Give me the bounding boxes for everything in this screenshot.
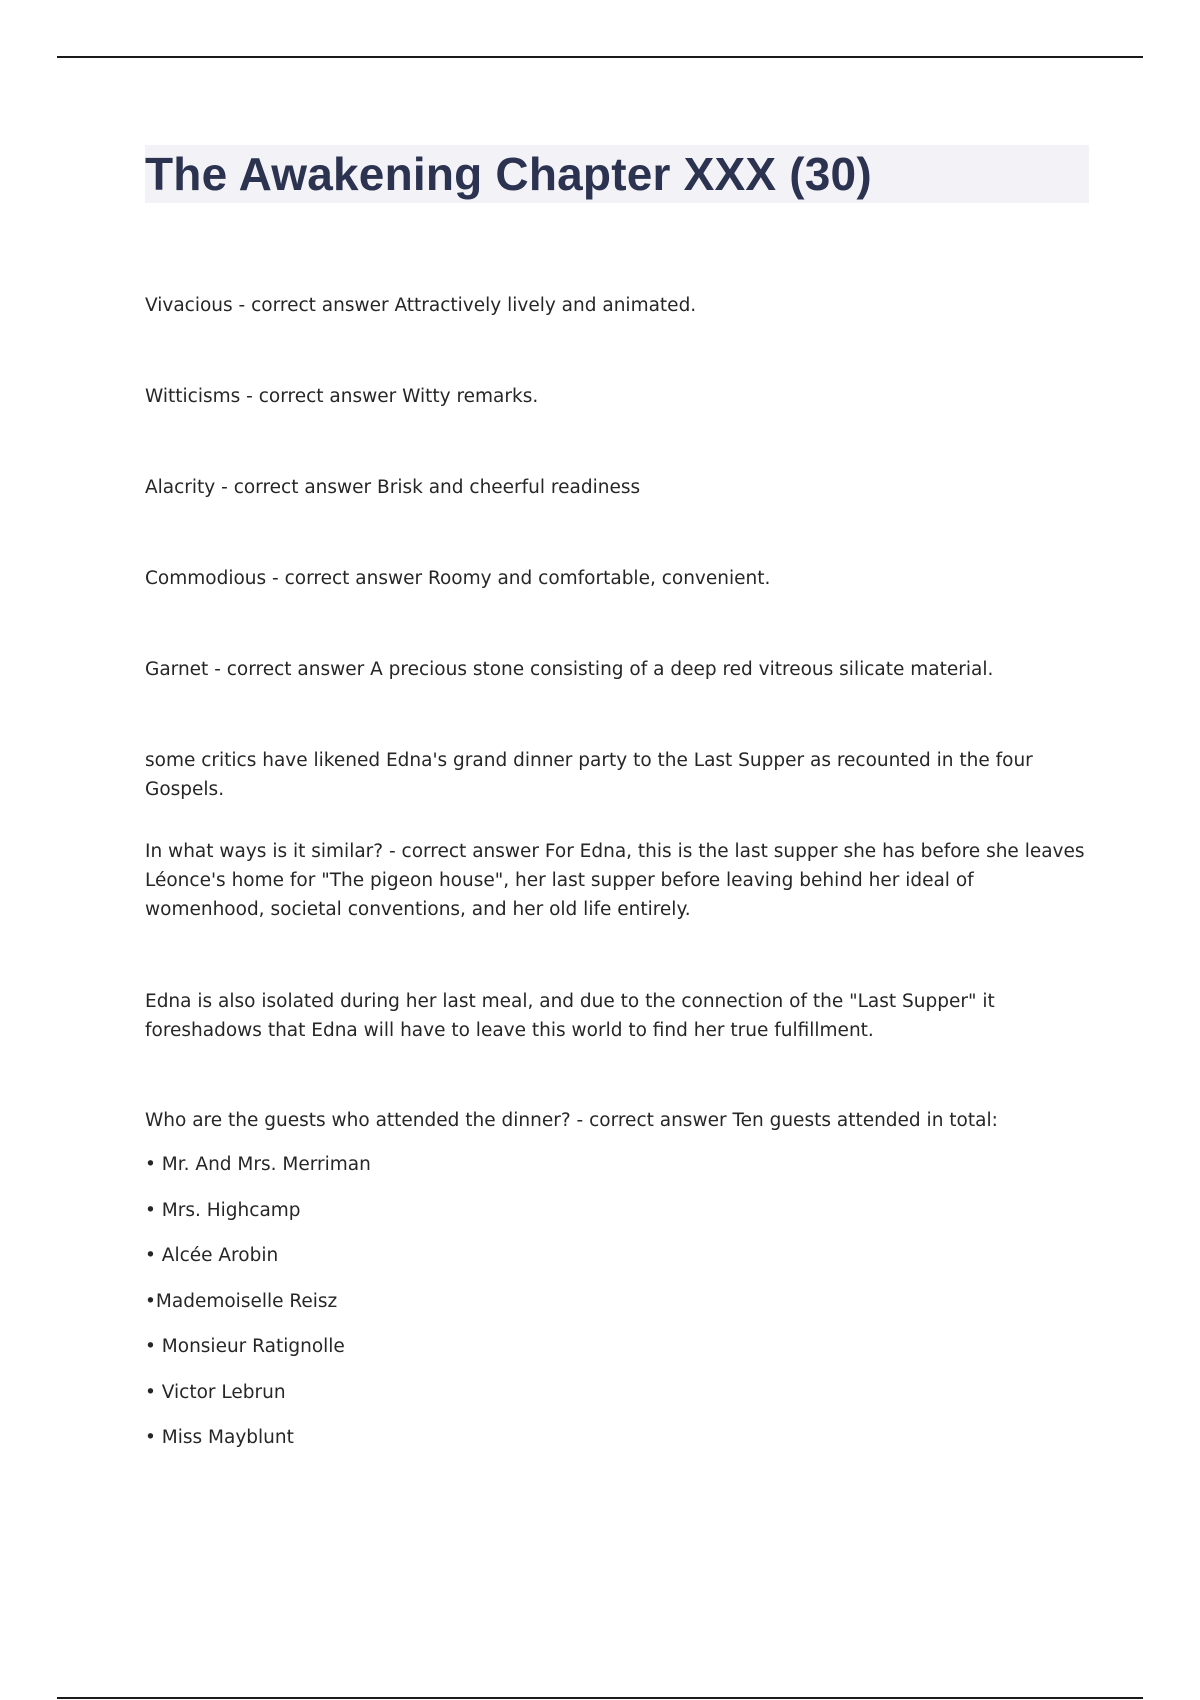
bottom-rule — [57, 1697, 1143, 1699]
guest-list — [145, 1150, 371, 1469]
entry-guests-question: Who are the guests who attended the dinner? - correct answer Ten guests attended in total: — [145, 1110, 998, 1131]
entry-isolation: Edna is also isolated during her last meal, and due to the connection of the "Last Supper" it foreshadows that Edna will have to leave this world to find her true fulfillment. — [145, 991, 995, 1041]
guest-item: • Mrs. Highcamp — [145, 1199, 301, 1221]
guest-item: • Alcée Arobin — [145, 1245, 279, 1266]
entry-similarity: In what ways is it similar? - correct answer For Edna, this is the last supper she has before she leaves Léonce's home for "The pigeon house", her last supper before leaving behind her ideal of womenhood, societal conventions, and her old life entirely. — [145, 841, 1085, 920]
guest-item: • Miss Mayblunt — [145, 1427, 294, 1448]
entry-garnet: Garnet - correct answer A precious stone consisting of a deep red vitreous silicate material. — [145, 659, 994, 680]
page-title: The Awakening Chapter XXX (30) — [145, 148, 872, 200]
entry-last-supper-note: some critics have likened Edna's grand dinner party to the Last Supper as recounted in the four Gospels. — [145, 750, 1033, 800]
guest-item: • Victor Lebrun — [145, 1381, 286, 1403]
entry-alacrity: Alacrity - correct answer Brisk and cheerful readiness — [145, 477, 641, 498]
top-rule — [57, 56, 1143, 58]
guest-item: • Monsieur Ratignolle — [145, 1336, 345, 1357]
guest-item: • Mr. And Mrs. Merriman — [145, 1154, 371, 1175]
entry-witticisms: Witticisms - correct answer Witty remarks. — [145, 386, 539, 407]
guest-item: •Mademoiselle Reisz — [145, 1290, 338, 1312]
entry-commodious: Commodious - correct answer Roomy and comfortable, convenient. — [145, 568, 771, 589]
entry-vivacious: Vivacious - correct answer Attractively lively and animated. — [145, 295, 697, 316]
